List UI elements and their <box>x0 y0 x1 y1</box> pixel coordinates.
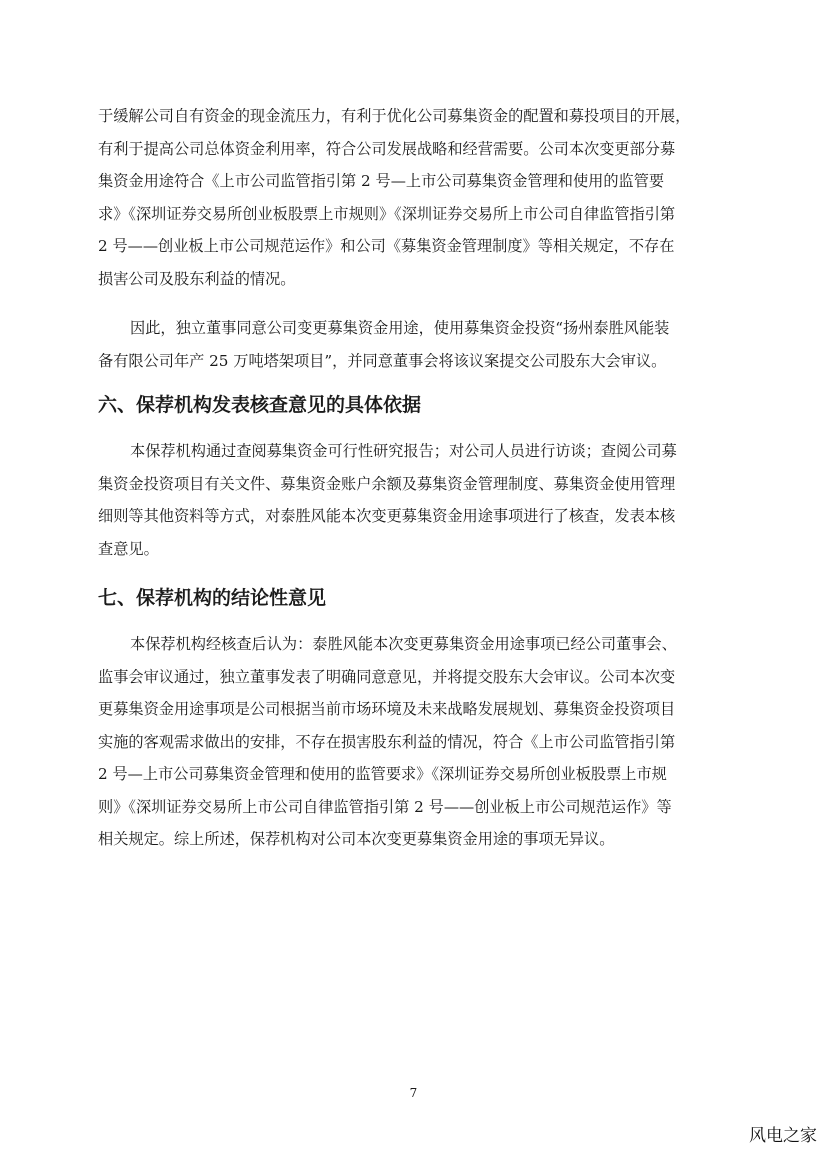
text-line: 实施的客观需求做出的安排，不存在损害股东利益的情况，符合《上市公司监管指引第 <box>98 732 676 751</box>
paragraph-verification-basis <box>98 435 740 565</box>
text-line: 集资金投资项目有关文件、募集资金账户余额及募集资金管理制度、募集资金使用管理 <box>98 474 676 493</box>
paragraph-independent-director-opinion-continued <box>98 100 740 295</box>
text-line: 则》《深圳证券交易所上市公司自律监管指引第 2 号——创业板上市公司规范运作》等 <box>98 797 672 816</box>
text-line: 有利于提高公司总体资金利用率，符合公司发展战略和经营需要。公司本次变更部分募 <box>98 139 676 158</box>
page-number: 7 <box>409 1086 418 1100</box>
text-line: 2 号——创业板上市公司规范运作》和公司《募集资金管理制度》等相关规定，不存在 <box>98 237 675 255</box>
text-line: 集资金用途符合《上市公司监管指引第 2 号—上市公司募集资金管理和使用的监管要 <box>98 172 665 190</box>
text-line: 查意见。 <box>98 539 159 558</box>
watermark-label: 风电之家 <box>749 1126 817 1146</box>
text-line: 监事会审议通过，独立董事发表了明确同意意见，并将提交股东大会审议。公司本次变 <box>98 667 676 686</box>
section-heading-7: 七、保荐机构的结论性意见 <box>98 587 327 609</box>
text-line: 更募集资金用途事项是公司根据当前市场环境及未来战略发展规划、募集资金投资项目 <box>98 700 676 718</box>
paragraph-conclusion-opinion <box>98 628 740 856</box>
text-line: 本保荐机构通过查阅募集资金可行性研究报告；对公司人员进行访谈；查阅公司募 <box>130 442 677 460</box>
text-line: 2 号—上市公司募集资金管理和使用的监管要求》《深圳证券交易所创业板股票上市规 <box>98 765 667 783</box>
paragraph-independent-director-conclusion <box>98 312 740 377</box>
section-heading-6: 六、保荐机构发表核查意见的具体依据 <box>98 394 422 416</box>
text-line: 损害公司及股东利益的情况。 <box>98 269 296 288</box>
text-line: 备有限公司年产 25 万吨塔架项目”，并同意董事会将该议案提交公司股东大会审议。 <box>98 351 667 370</box>
text-line: 细则等其他资料等方式，对泰胜风能本次变更募集资金用途事项进行了核查，发表本核 <box>98 507 676 525</box>
text-line: 于缓解公司自有资金的现金流压力，有利于优化公司募集资金的配置和募投项目的开展， <box>98 107 691 125</box>
text-line: 本保荐机构经核查后认为：泰胜风能本次变更募集资金用途事项已经公司董事会、 <box>130 635 677 653</box>
text-line: 因此，独立董事同意公司变更募集资金用途，使用募集资金投资“扬州泰胜风能装 <box>130 319 670 337</box>
text-line: 相关规定。综上所述，保荐机构对公司本次变更募集资金用途的事项无异议。 <box>98 830 615 848</box>
text-line: 求》《深圳证券交易所创业板股票上市规则》《深圳证券交易所上市公司自律监管指引第 <box>98 204 676 223</box>
